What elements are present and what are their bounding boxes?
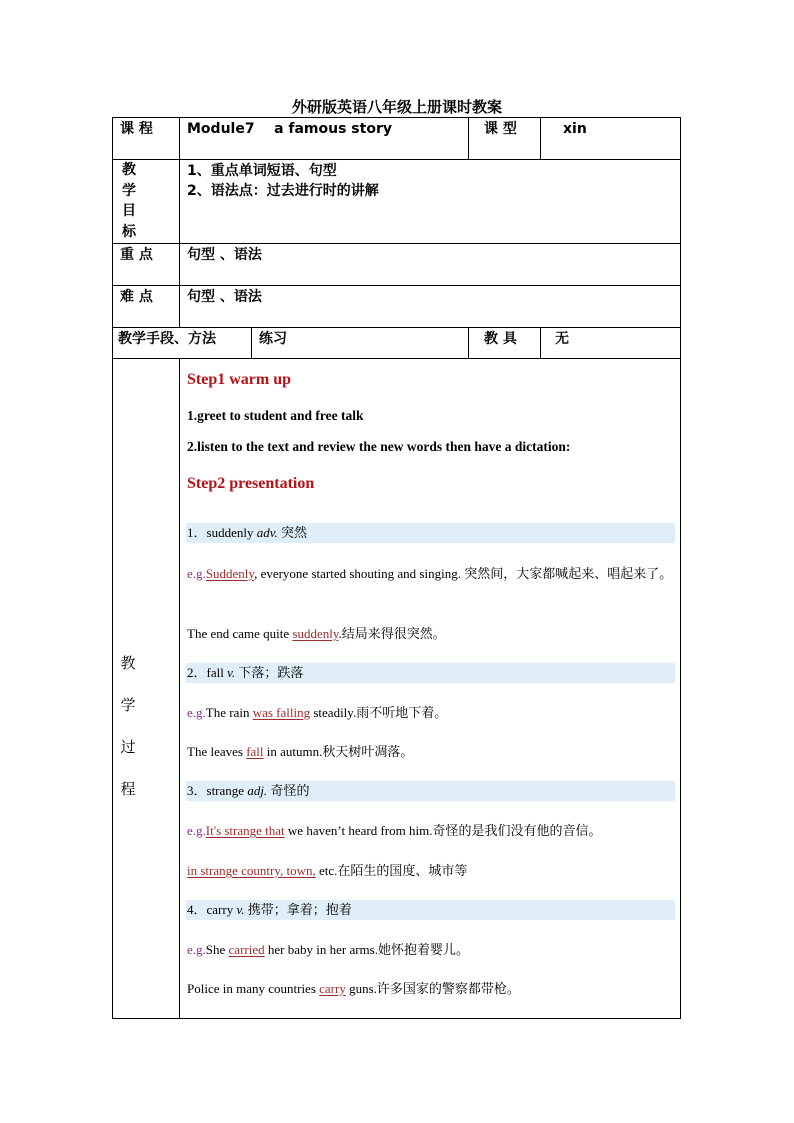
table-border-bottom <box>112 1018 681 1019</box>
example-sentence: The end came quite suddenly.结局来得很突然。 <box>187 626 446 641</box>
table-border-right <box>680 117 681 1019</box>
example-sentence: Police in many countries carry guns.许多国家的警察都带枪。 <box>187 981 520 996</box>
process-label-char: 学 <box>120 696 136 714</box>
table-border-top <box>112 117 681 118</box>
column-divider <box>179 358 180 1018</box>
example-sentence: e.g.Suddenly, everyone started shouting and singing. 突然间，大家都喊起来、唱起来了。 <box>187 566 673 581</box>
process-label-char: 程 <box>120 780 136 798</box>
key-points-label: 重 点 <box>120 247 153 263</box>
word-entry: 3．strange adj. 奇怪的 <box>187 783 310 798</box>
example-sentence: in strange country, town, etc.在陌生的国度、城市等 <box>187 863 468 878</box>
difficult-points-value: 句型 、语法 <box>187 289 262 305</box>
objective-item: 1、重点单词短语、句型 <box>187 163 337 179</box>
type-value: xin <box>563 121 587 137</box>
word-entry: 2．fall v. 下落；跌落 <box>187 665 304 680</box>
column-divider <box>540 327 541 358</box>
document-title: 外研版英语八年级上册课时教案 <box>291 98 502 116</box>
word-entry: 4．carry v. 携带；拿着；抱着 <box>187 902 352 917</box>
tools-label: 教 具 <box>484 331 517 347</box>
course-value: Module7 a famous story <box>187 121 392 137</box>
row-divider <box>112 358 681 359</box>
objective-item: 2、语法点：过去进行时的讲解 <box>187 183 379 199</box>
column-divider <box>251 327 252 358</box>
column-divider <box>179 117 180 327</box>
step1-heading: Step1 warm up <box>187 371 292 388</box>
row-divider <box>112 285 681 286</box>
column-divider <box>540 117 541 159</box>
row-divider <box>112 159 681 160</box>
methods-value: 练习 <box>259 331 287 347</box>
word-entry: 1．suddenly adv. 突然 <box>187 525 308 540</box>
example-sentence: e.g.She carried her baby in her arms.她怀抱着婴儿。 <box>187 942 469 957</box>
row-divider <box>112 327 681 328</box>
difficult-points-label: 难 点 <box>120 289 153 305</box>
process-label-char: 教 <box>120 654 136 672</box>
example-sentence: e.g.The rain was falling steadily.雨不听地下着。 <box>187 705 448 720</box>
step2-heading: Step2 presentation <box>187 475 315 492</box>
column-divider <box>468 117 469 159</box>
key-points-value: 句型 、语法 <box>187 247 262 263</box>
example-sentence: e.g.It's strange that we haven’t heard from him.奇怪的是我们没有他的音信。 <box>187 823 602 838</box>
methods-label: 教学手段、方法 <box>118 331 216 347</box>
process-label-char: 过 <box>120 738 136 756</box>
objectives-label: 教 学 目 标 <box>122 162 136 240</box>
row-divider <box>112 243 681 244</box>
type-label: 课 型 <box>484 121 517 137</box>
column-divider <box>468 327 469 358</box>
table-border-left <box>112 117 113 1019</box>
example-sentence: The leaves fall in autumn.秋天树叶凋落。 <box>187 744 414 759</box>
step1-item: 1.greet to student and free talk <box>187 408 364 423</box>
course-label: 课 程 <box>120 121 153 137</box>
tools-value: 无 <box>555 331 569 347</box>
step1-item: 2.listen to the text and review the new words then have a dictation: <box>187 439 571 454</box>
